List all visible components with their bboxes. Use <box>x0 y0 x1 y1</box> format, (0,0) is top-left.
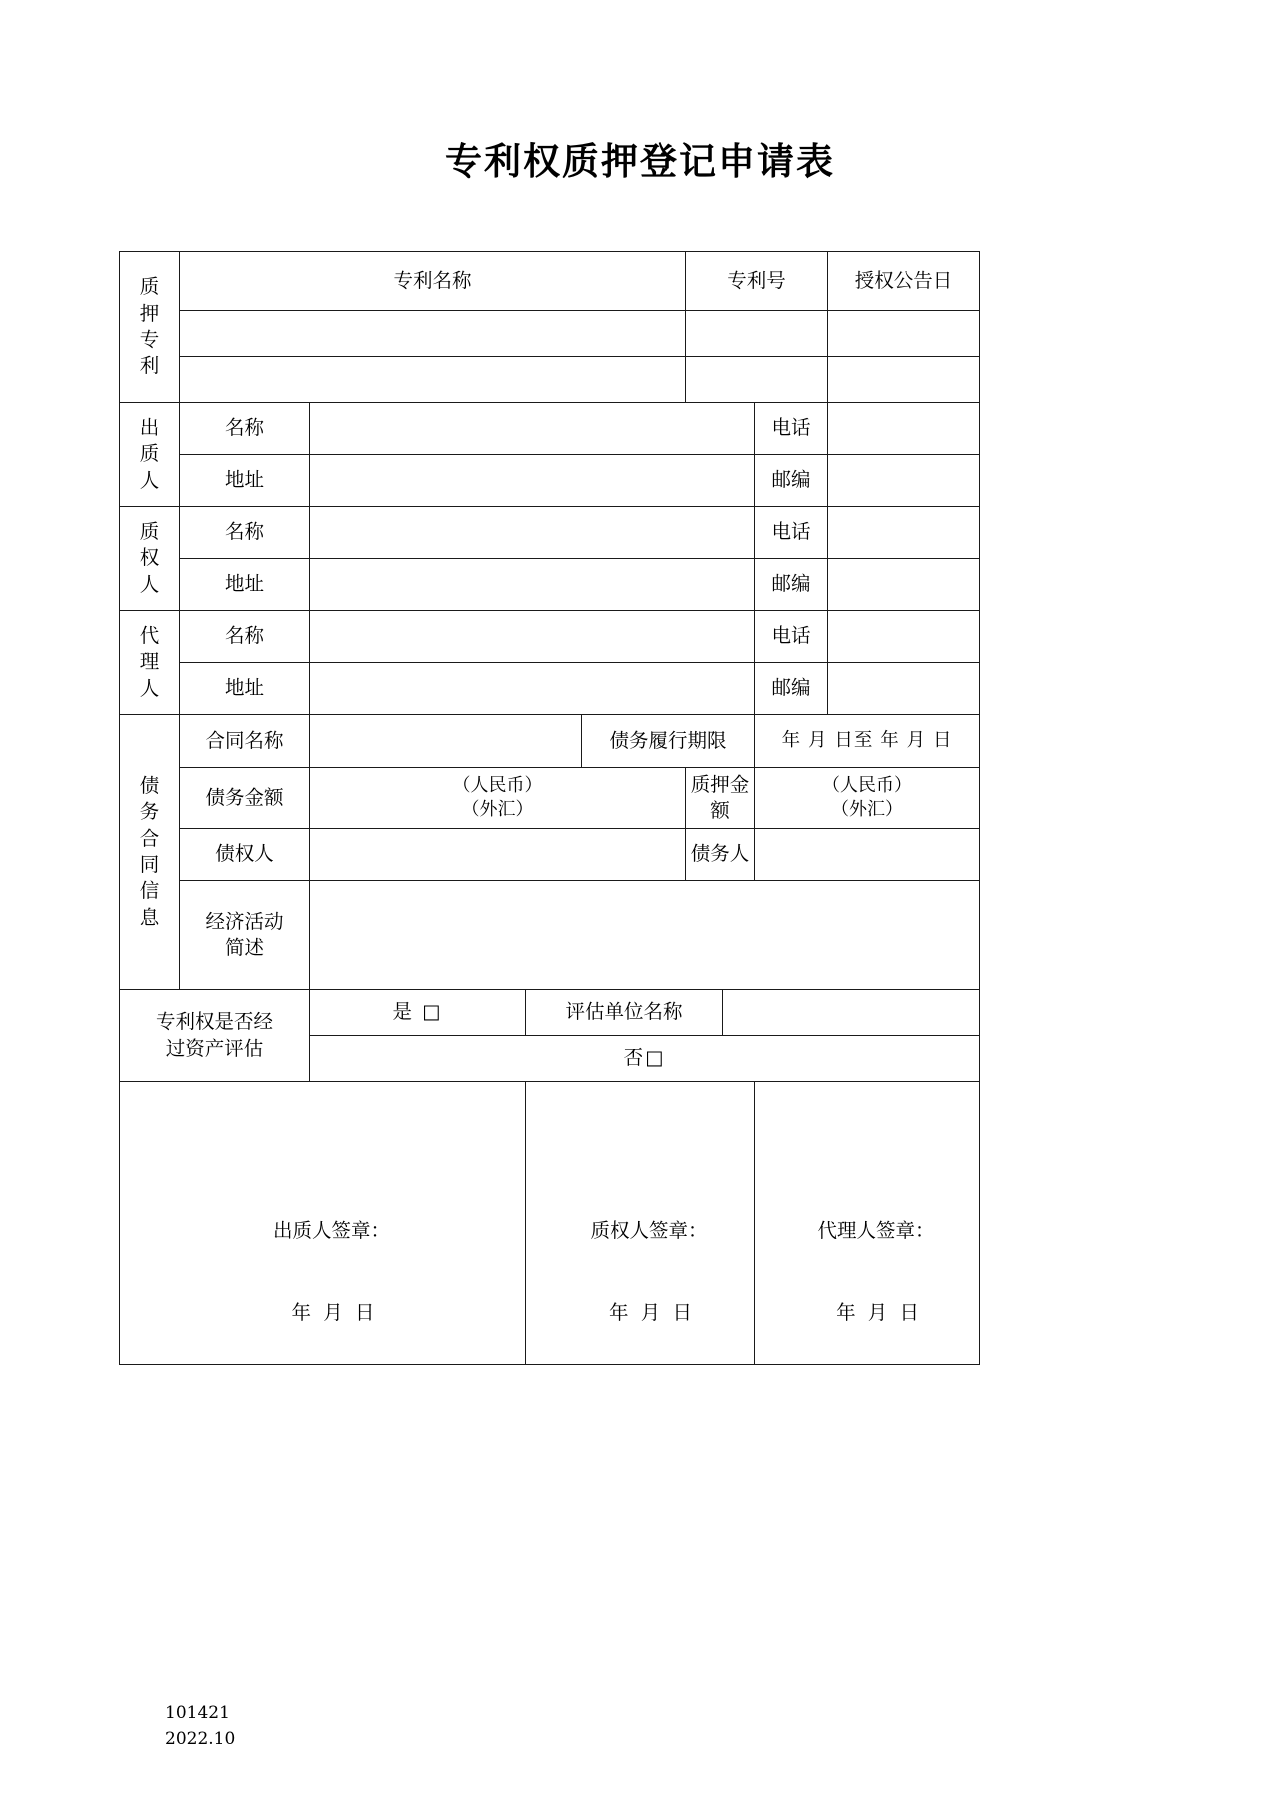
section-label-debt-contract <box>120 715 180 990</box>
label-debt-amount: 债务金额 <box>180 768 310 829</box>
vlabel-char-3: 专 <box>139 328 160 351</box>
vlabel-char-3: 合 <box>139 826 160 850</box>
field-patent-name-2[interactable] <box>180 357 686 403</box>
label-agent-signature: 代理人签章： <box>817 1218 935 1242</box>
header-grant-date: 授权公告日 <box>828 252 980 311</box>
label-pledgee-name: 名称 <box>180 507 310 559</box>
section-label-pledged-patent <box>120 252 180 403</box>
label-pledgor-postcode: 邮编 <box>755 455 828 507</box>
vlabel-char-2: 权 <box>139 546 160 570</box>
form-table <box>119 251 980 1365</box>
label-pledgee-signature: 质权人签章： <box>590 1218 708 1242</box>
date-line-pledgor: 年 月 日 <box>291 1300 378 1324</box>
vlabel-char-1: 质 <box>139 520 160 544</box>
label-asset-assessment <box>120 990 310 1082</box>
field-agent-name[interactable] <box>310 611 755 663</box>
debt-amount-rmb: （人民币） <box>452 774 543 796</box>
vlabel-char-2: 押 <box>139 301 160 325</box>
vlabel-char-2: 理 <box>139 650 160 674</box>
field-economic-activity[interactable] <box>310 881 980 990</box>
vlabel-char-4: 利 <box>139 354 160 378</box>
section-label-agent <box>120 611 180 715</box>
section-label-pledgor <box>120 403 180 507</box>
table-row <box>120 311 980 357</box>
label-pledgee-address: 地址 <box>180 559 310 611</box>
field-pledgor-address[interactable] <box>310 455 755 507</box>
field-agent-phone[interactable] <box>828 611 980 663</box>
field-grant-date-1[interactable] <box>828 311 980 357</box>
footer-form-code: 101421 <box>165 1703 230 1723</box>
table-row <box>120 768 980 829</box>
field-debt-amount[interactable] <box>310 768 686 829</box>
page-footer <box>165 1700 235 1753</box>
header-patent-name: 专利名称 <box>180 252 686 311</box>
field-pledgor-postcode[interactable] <box>828 455 980 507</box>
vlabel-char-4: 同 <box>139 853 160 876</box>
field-patent-name-1[interactable] <box>180 311 686 357</box>
activity-label-line-1: 经济活动 <box>205 909 284 933</box>
field-pledgee-phone[interactable] <box>828 507 980 559</box>
section-label-pledgee <box>120 507 180 611</box>
label-pledgee-postcode: 邮编 <box>755 559 828 611</box>
field-pledgor-phone[interactable] <box>828 403 980 455</box>
label-debt-term: 债务履行期限 <box>582 715 755 768</box>
page-title: 专利权质押登记申请表 <box>445 140 835 183</box>
label-pledgor-name: 名称 <box>180 403 310 455</box>
checkbox-assessed-yes[interactable]: 是 □ <box>310 990 526 1036</box>
table-row <box>120 559 980 611</box>
vlabel-char-3: 人 <box>139 676 160 700</box>
date-line-pledgee: 年 月 日 <box>609 1300 695 1324</box>
field-pledge-amount[interactable] <box>755 768 980 829</box>
label-pledgor-signature: 出质人签章： <box>272 1218 390 1242</box>
vlabel-char-1: 债 <box>139 774 160 798</box>
label-pledgee-phone: 电话 <box>755 507 828 559</box>
vlabel-char-1: 质 <box>139 275 160 299</box>
pledge-amount-fx: （外汇） <box>831 799 904 820</box>
label-creditor: 债权人 <box>180 829 310 881</box>
vlabel-char-6: 息 <box>139 905 160 929</box>
label-agent-name: 名称 <box>180 611 310 663</box>
vlabel-char-2: 务 <box>139 800 160 824</box>
checkbox-assessed-no[interactable]: 否□ <box>310 1036 980 1082</box>
table-row <box>120 1082 980 1365</box>
label-agent-address: 地址 <box>180 663 310 715</box>
label-agent-phone: 电话 <box>755 611 828 663</box>
field-grant-date-2[interactable] <box>828 357 980 403</box>
table-row <box>120 715 980 768</box>
footer-version-date: 2022.10 <box>165 1729 236 1750</box>
assessment-label-line-1: 专利权是否经 <box>155 1010 273 1034</box>
vlabel-char-1: 出 <box>139 416 160 440</box>
vlabel-char-5: 信 <box>139 879 160 903</box>
signature-block-agent[interactable] <box>755 1082 980 1365</box>
field-debtor[interactable] <box>755 829 980 881</box>
debt-amount-fx: （外汇） <box>461 799 534 820</box>
field-creditor[interactable] <box>310 829 686 881</box>
assessment-label-line-2: 过资产评估 <box>165 1036 264 1060</box>
activity-label-line-2: 简述 <box>224 936 264 959</box>
label-contract-name: 合同名称 <box>180 715 310 768</box>
vlabel-char-3: 人 <box>139 572 160 596</box>
table-row <box>120 507 980 559</box>
table-row <box>120 611 980 663</box>
header-patent-number: 专利号 <box>686 252 828 311</box>
table-row <box>120 403 980 455</box>
label-pledgor-phone: 电话 <box>755 403 828 455</box>
field-contract-name[interactable] <box>310 715 582 768</box>
field-agent-address[interactable] <box>310 663 755 715</box>
label-assessment-agency: 评估单位名称 <box>526 990 723 1036</box>
table-row <box>120 829 980 881</box>
label-agent-postcode: 邮编 <box>755 663 828 715</box>
field-assessment-agency[interactable] <box>723 990 980 1036</box>
field-pledgee-postcode[interactable] <box>828 559 980 611</box>
table-row <box>120 455 980 507</box>
field-pledgor-name[interactable] <box>310 403 755 455</box>
label-pledge-amount: 质押金额 <box>686 768 755 829</box>
signature-block-pledgee[interactable] <box>526 1082 755 1365</box>
signature-block-pledgor[interactable] <box>120 1082 526 1365</box>
label-economic-activity <box>180 881 310 990</box>
table-row <box>120 252 980 311</box>
date-line-agent: 年 月 日 <box>836 1300 922 1324</box>
field-patent-number-1[interactable] <box>686 311 828 357</box>
application-form <box>119 251 979 1365</box>
field-pledgee-address[interactable] <box>310 559 755 611</box>
table-row <box>120 990 980 1036</box>
field-patent-number-2[interactable] <box>686 357 828 403</box>
field-agent-postcode[interactable] <box>828 663 980 715</box>
table-row <box>120 881 980 990</box>
table-row <box>120 663 980 715</box>
table-row <box>120 357 980 403</box>
vlabel-char-3: 人 <box>139 468 160 492</box>
vlabel-char-1: 代 <box>139 624 160 648</box>
field-debt-term[interactable]: 年 月 日至 年 月 日 <box>755 715 980 768</box>
field-pledgee-name[interactable] <box>310 507 755 559</box>
label-debtor: 债务人 <box>686 829 755 881</box>
label-pledgor-address: 地址 <box>180 455 310 507</box>
pledge-amount-rmb: （人民币） <box>822 774 913 796</box>
vlabel-char-2: 质 <box>139 442 160 466</box>
